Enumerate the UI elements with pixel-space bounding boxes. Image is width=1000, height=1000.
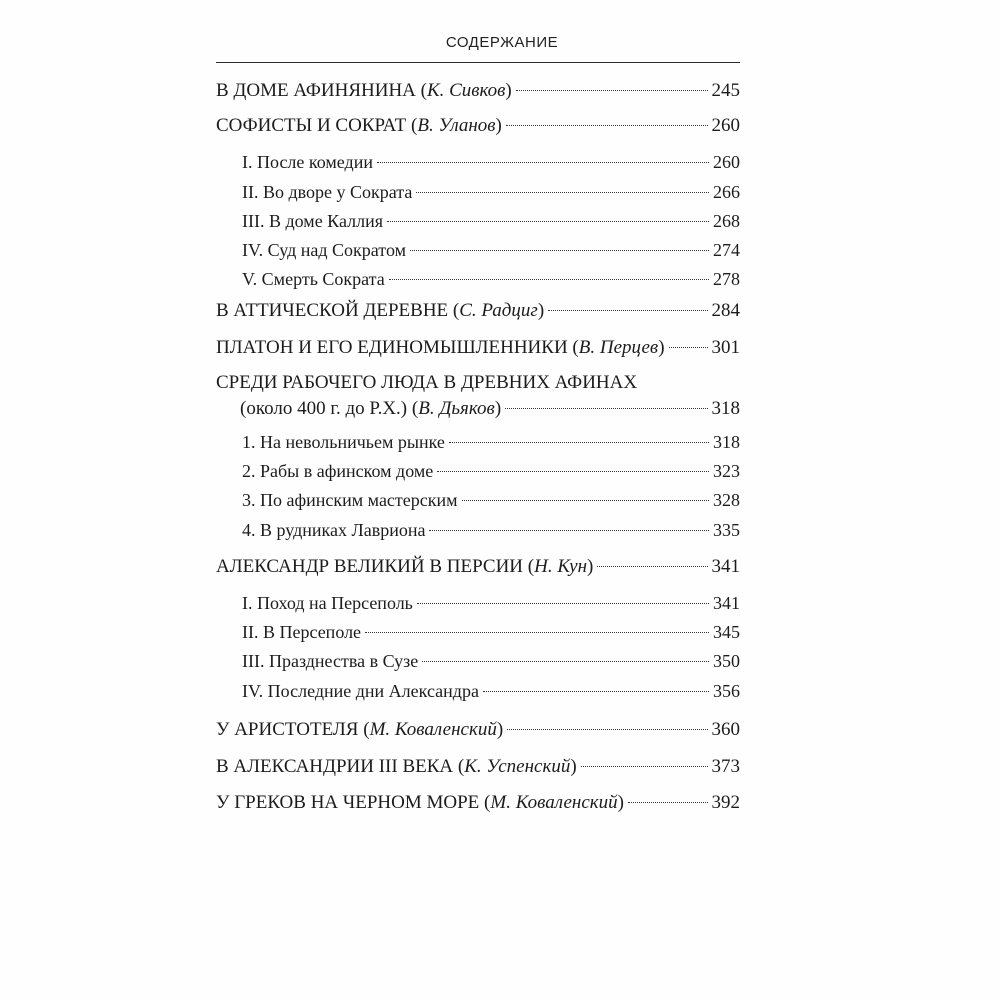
dot-leader: [365, 632, 709, 633]
entry-paren: ): [587, 556, 594, 577]
entry-page-number: 341: [713, 593, 740, 613]
entry-author: В. Уланов: [417, 115, 496, 136]
toc-entry-black-sea[interactable]: [216, 792, 740, 820]
entry-page-number: 260: [711, 115, 740, 136]
entry-paren: ): [570, 756, 577, 777]
entry-title: II. В Персеполе: [242, 622, 362, 642]
entry-page-number: 356: [713, 681, 740, 701]
entry-title: 1. На невольничьем рынке: [242, 432, 445, 452]
entry-title: IV. Последние дни Александра: [242, 681, 479, 701]
dot-leader: [581, 766, 708, 767]
toc-subentry[interactable]: [242, 520, 740, 548]
entry-paren: ): [617, 792, 624, 813]
entry-page-number: 245: [711, 80, 740, 101]
toc-subentry[interactable]: [242, 240, 740, 268]
entry-page-number: 335: [713, 520, 740, 540]
entry-title: В АТТИЧЕСКОЙ ДЕРЕВНЕ (: [216, 300, 460, 321]
dot-leader: [516, 90, 708, 91]
entry-page-number: 318: [711, 398, 740, 419]
entry-title: В АЛЕКСАНДРИИ III ВЕКА (: [216, 756, 465, 777]
entry-page-number: 392: [711, 792, 740, 813]
toc-entry-working-people[interactable]: [240, 398, 740, 426]
dot-leader: [483, 691, 709, 692]
entry-title: 2. Рабы в афинском доме: [242, 461, 434, 481]
entry-page-number: 301: [711, 337, 740, 358]
toc-entry-aristotle[interactable]: [216, 719, 740, 747]
dot-leader: [505, 408, 707, 409]
toc-subentry[interactable]: [242, 269, 740, 297]
dot-leader: [506, 125, 708, 126]
toc-subentry[interactable]: [242, 461, 740, 489]
entry-title: I. После комедии: [242, 152, 373, 172]
entry-page-number: 278: [713, 269, 740, 289]
dot-leader: [416, 192, 709, 193]
toc-subentry[interactable]: [242, 432, 740, 460]
toc-entry-alexander-persia[interactable]: [216, 556, 740, 584]
toc-subentry[interactable]: [242, 651, 740, 679]
entry-title: 4. В рудниках Лавриона: [242, 520, 426, 540]
entry-page-number: 345: [713, 622, 740, 642]
entry-title: ПЛАТОН И ЕГО ЕДИНОМЫШЛЕННИКИ (: [216, 337, 579, 358]
entry-page-number: 260: [713, 152, 740, 172]
toc-subentry[interactable]: [242, 622, 740, 650]
entry-title: У ГРЕКОВ НА ЧЕРНОМ МОРЕ (: [216, 792, 491, 813]
entry-page-number: 274: [713, 240, 740, 260]
header-rule: [216, 62, 740, 63]
dot-leader: [437, 471, 709, 472]
toc-subentry[interactable]: [242, 593, 740, 621]
entry-author: В. Дьяков: [418, 398, 495, 419]
dot-leader: [628, 802, 708, 803]
toc-subentry[interactable]: [242, 490, 740, 518]
entry-paren: ): [494, 398, 502, 419]
entry-paren: ): [495, 115, 502, 136]
entry-author: М. Коваленский: [369, 719, 497, 740]
toc-subentry[interactable]: [242, 681, 740, 709]
entry-author: М. Коваленский: [490, 792, 618, 813]
entry-page-number: 266: [713, 182, 740, 202]
entry-page-number: 328: [713, 490, 740, 510]
toc-entry-working-people-heading[interactable]: СРЕДИ РАБОЧЕГО ЛЮДА В ДРЕВНИХ АФИНАХ: [216, 372, 638, 393]
toc-entry-attic-village[interactable]: [216, 300, 740, 328]
entry-title: V. Смерть Сократа: [242, 269, 385, 289]
dot-leader: [462, 500, 709, 501]
dot-leader: [669, 347, 708, 348]
dot-leader: [377, 162, 709, 163]
dot-leader: [597, 566, 707, 567]
entry-page-number: 318: [713, 432, 740, 452]
entry-author: К. Сивков: [426, 80, 506, 101]
entry-page-number: 341: [711, 556, 740, 577]
toc-entry-plato[interactable]: [216, 337, 740, 365]
entry-paren: ): [496, 719, 504, 740]
entry-page-number: 323: [713, 461, 740, 481]
dot-leader: [429, 530, 709, 531]
dot-leader: [387, 221, 709, 222]
entry-paren: ): [658, 337, 665, 358]
entry-author: С. Радциг: [459, 300, 538, 321]
entry-paren: ): [537, 300, 545, 321]
page-header: СОДЕРЖАНИЕ: [445, 34, 559, 51]
toc-entry-alexandria[interactable]: [216, 756, 740, 784]
entry-author: К. Успенский: [464, 756, 571, 777]
entry-author: Н. Кун: [534, 556, 587, 577]
entry-title: (около 400 г. до Р.Х.) (: [240, 398, 419, 419]
dot-leader: [449, 442, 709, 443]
entry-page-number: 284: [711, 300, 740, 321]
toc-entry-sophists-and-socrates[interactable]: [216, 115, 740, 143]
entry-title: III. Празднества в Сузе: [242, 651, 419, 671]
toc-entry-house-of-athenian[interactable]: [216, 80, 740, 108]
dot-leader: [410, 250, 709, 251]
toc-subentry[interactable]: [242, 211, 740, 239]
entry-title: В ДОМЕ АФИНЯНИНА (: [216, 80, 427, 101]
entry-title: IV. Суд над Сократом: [242, 240, 406, 260]
entry-page-number: 360: [711, 719, 740, 740]
dot-leader: [389, 279, 709, 280]
entry-title: I. Поход на Персеполь: [242, 593, 413, 613]
entry-author: В. Перцев: [578, 337, 659, 358]
dot-leader: [422, 661, 709, 662]
entry-title: СОФИСТЫ И СОКРАТ (: [216, 115, 418, 136]
entry-title: АЛЕКСАНДР ВЕЛИКИЙ В ПЕРСИИ (: [216, 556, 535, 577]
entry-title: У АРИСТОТЕЛЯ (: [216, 719, 370, 740]
entry-title: III. В доме Каллия: [242, 211, 383, 231]
entry-page-number: 373: [711, 756, 740, 777]
entry-paren: ): [505, 80, 512, 101]
dot-leader: [507, 729, 707, 730]
entry-page-number: 350: [713, 651, 740, 671]
toc-subentry[interactable]: [242, 182, 740, 210]
dot-leader: [548, 310, 707, 311]
dot-leader: [417, 603, 709, 604]
entry-page-number: 268: [713, 211, 740, 231]
toc-subentry[interactable]: [242, 152, 740, 180]
entry-title: II. Во дворе у Сократа: [242, 182, 413, 202]
entry-title: 3. По афинским мастерским: [242, 490, 458, 510]
